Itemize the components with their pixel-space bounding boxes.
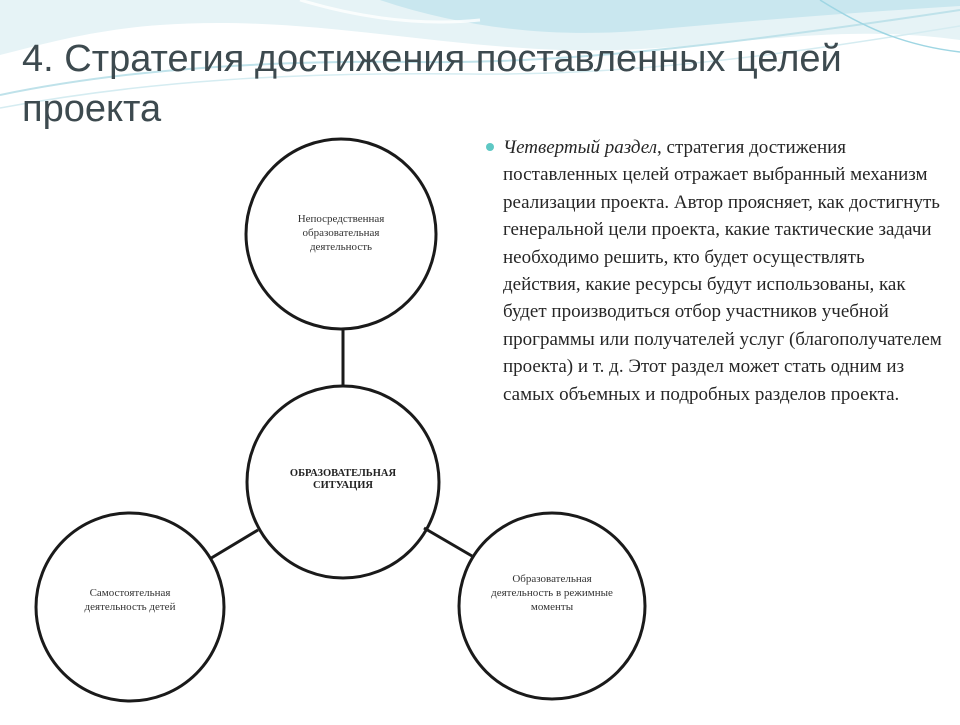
- description-emphasis: Четвертый раздел: [503, 137, 658, 158]
- connector-left: [208, 530, 258, 560]
- diagram-shapes: [0, 130, 500, 720]
- bullet-icon: [486, 143, 494, 151]
- description-text: [503, 134, 946, 408]
- node-right-label: Образовательная деятельность в режимные моменты: [491, 573, 613, 613]
- slide-title: 4. Стратегия достижения поставленных целей проекта: [22, 38, 842, 130]
- node-top-label: Непосредственная образовательная деятельность: [297, 213, 385, 253]
- node-left-label: Самостоятельная деятельность детей: [84, 587, 176, 613]
- description-body: , стратегия достижения поставленных целей отражает выбранный механизм реализации проекта. Автор проясняет, как достигнуть генеральной цели проекта, какие тактические задачи необходимо решить, кто будет осуществлять действия, какие ресурсы будут использованы, как будет производиться отбор участников учебной программы или получателей услуг (благополучателем проекта) и т. д. Этот раздел может стать одним из самых объемных и подробных разделов проекта.: [503, 137, 942, 405]
- description-bullet: [486, 134, 946, 408]
- node-center-label: ОБРАЗОВАТЕЛЬНАЯ СИТУАЦИЯ: [289, 468, 397, 491]
- strategy-diagram: [0, 130, 500, 720]
